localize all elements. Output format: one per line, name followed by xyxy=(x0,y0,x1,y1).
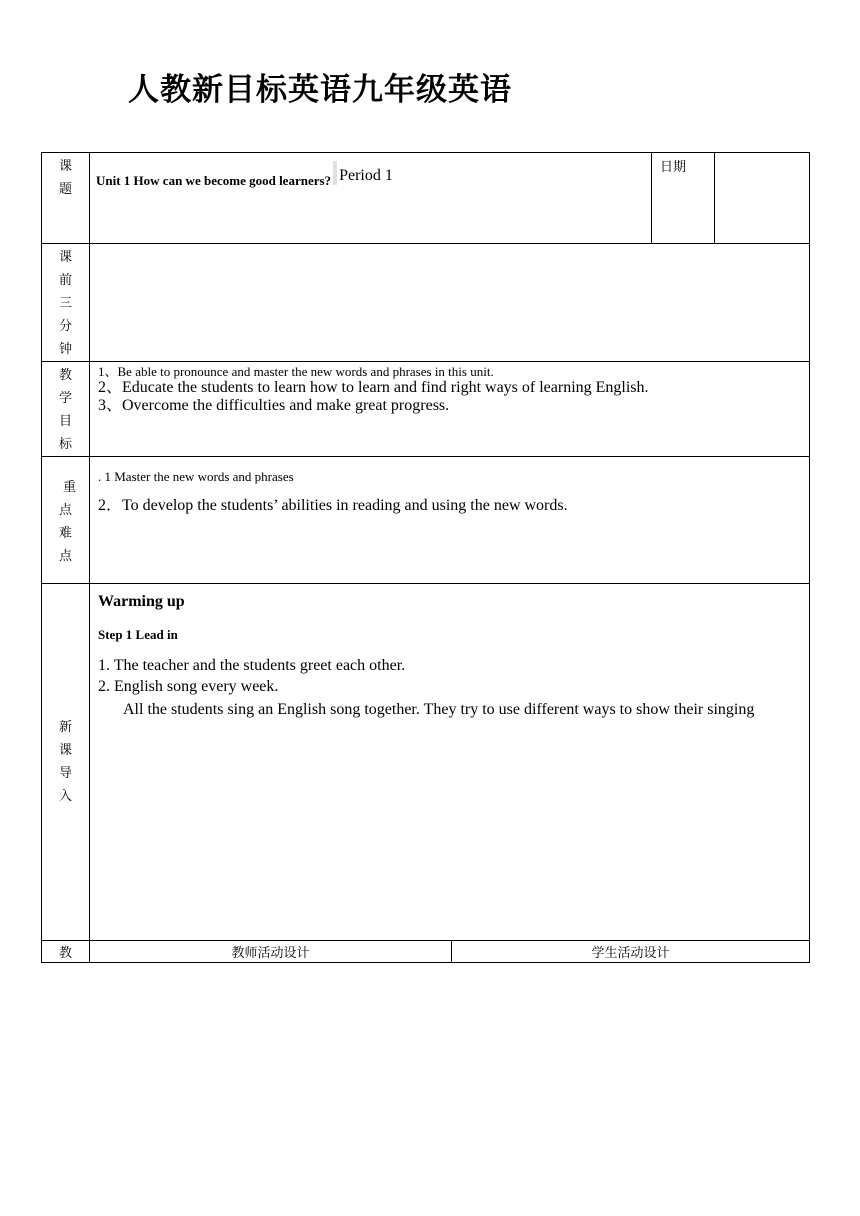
activities-label: 教 xyxy=(42,941,90,963)
pre-class-row xyxy=(42,244,810,362)
goal-item-3: 3、Overcome the difficulties and make great progress. xyxy=(98,397,450,414)
step-heading: Step 1 Lead in xyxy=(98,627,178,642)
intro-row xyxy=(42,584,810,941)
intro-content[interactable] xyxy=(90,584,810,941)
key-points-label: 重 点 难 点 xyxy=(42,457,90,584)
student-activity-header: 学生活动设计 xyxy=(452,941,810,963)
topic-label: 课 题 xyxy=(42,153,90,244)
pre-class-content[interactable] xyxy=(90,244,810,362)
goals-label: 教 学 目 标 xyxy=(42,362,90,457)
key-points-content[interactable] xyxy=(90,457,810,584)
intro-paragraph: All the students sing an English song together. They try to use different ways to show their singing xyxy=(123,701,755,718)
unit-title: Unit 1 How can we become good learners? xyxy=(96,172,332,188)
intro-line-2: 2. English song every week. xyxy=(98,678,279,695)
lesson-plan-table xyxy=(41,152,810,963)
date-label-cell xyxy=(652,153,715,244)
teacher-activity-header: 教师活动设计 xyxy=(90,941,452,963)
topic-cell[interactable] xyxy=(90,153,652,244)
pre-class-label: 课 前 三 分 钟 xyxy=(42,244,90,362)
text-cursor xyxy=(333,161,337,185)
goals-content[interactable] xyxy=(90,362,810,457)
intro-line-1: 1. The teacher and the students greet each other. xyxy=(98,657,406,674)
topic-row xyxy=(42,153,810,244)
goal-item-2: 2、Educate the students to learn how to learn and find right ways of learning English. xyxy=(98,379,649,396)
date-label: 日期 xyxy=(660,160,687,175)
warming-up-heading: Warming up xyxy=(98,593,185,610)
key-points-row xyxy=(42,457,810,584)
period-label: Period 1 xyxy=(339,166,393,184)
document-title: 人教新目标英语九年级英语 xyxy=(128,72,512,108)
activities-header-row xyxy=(42,941,810,963)
date-value-cell[interactable] xyxy=(715,153,810,244)
goal-item-1: 1、Be able to pronounce and master the new words and phrases in this unit. xyxy=(98,364,494,379)
goals-row xyxy=(42,362,810,457)
key-point-1: . 1 Master the new words and phrases xyxy=(98,469,294,484)
key-point-2: 2．To develop the students’ abilities in reading and using the new words. xyxy=(98,497,568,514)
intro-label: 新 课 导 入 xyxy=(42,584,90,941)
